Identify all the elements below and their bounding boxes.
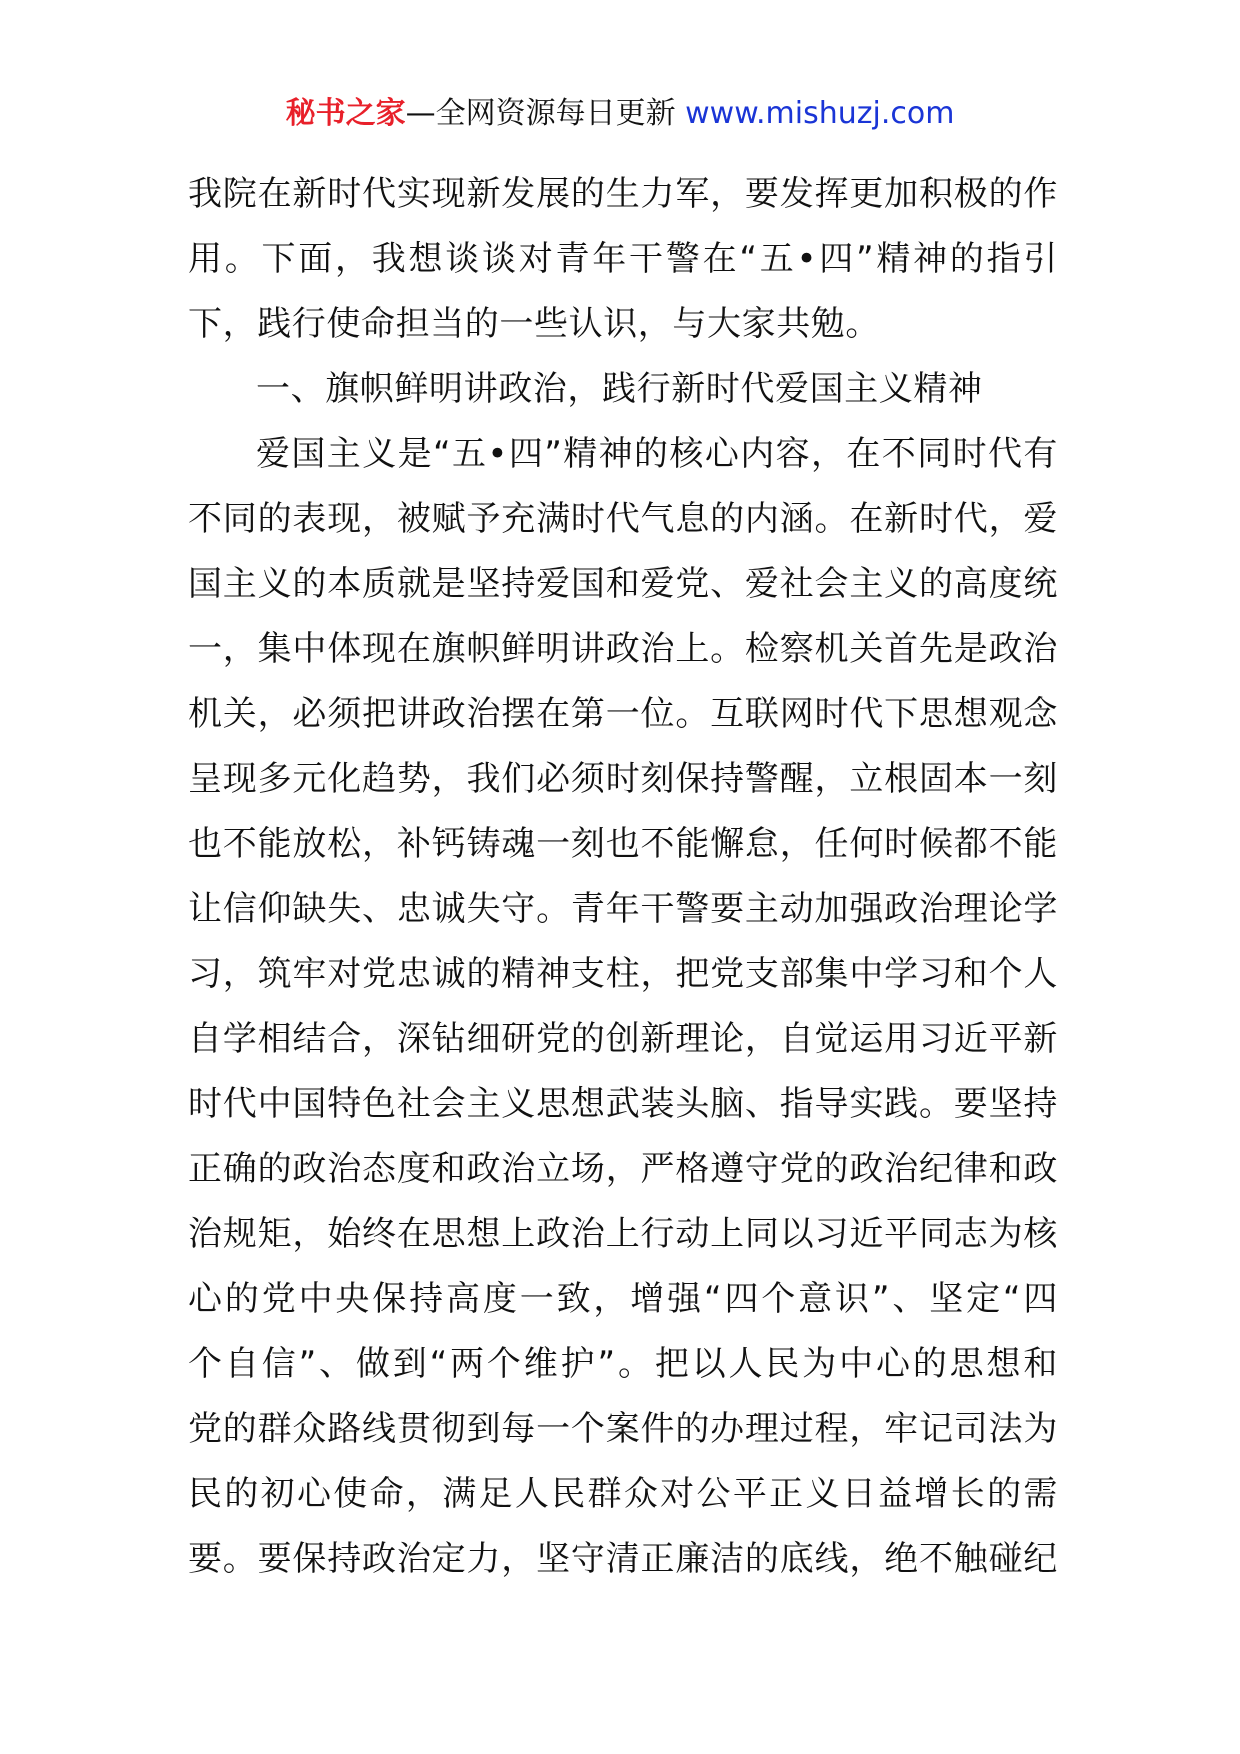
paragraph-line: 下，践行使命担当的一些认识，与大家共勉。 xyxy=(188,304,880,344)
paragraph-line: 用。下面，我想谈谈对青年干警在“五•四”精神的指引 xyxy=(188,239,1058,279)
header-tagline: —全网资源每日更新 xyxy=(405,96,686,131)
paragraph-line: 党的群众路线贯彻到每一个案件的办理过程，牢记司法为 xyxy=(188,1409,1058,1449)
paragraph-line: 一，集中体现在旗帜鲜明讲政治上。检察机关首先是政治 xyxy=(188,629,1058,669)
section-heading: 一、旗帜鲜明讲政治，践行新时代爱国主义精神 xyxy=(256,369,983,409)
site-url-link[interactable]: www.mishuzj.com xyxy=(685,96,955,131)
paragraph-line: 国主义的本质就是坚持爱国和爱党、爱社会主义的高度统 xyxy=(188,564,1058,604)
paragraph-line: 呈现多元化趋势，我们必须时刻保持警醒，立根固本一刻 xyxy=(188,759,1058,799)
paragraph-line: 也不能放松，补钙铸魂一刻也不能懈怠，任何时候都不能 xyxy=(188,824,1058,864)
paragraph-line: 自学相结合，深钻细研党的创新理论，自觉运用习近平新 xyxy=(188,1019,1058,1059)
paragraph-line: 正确的政治态度和政治立场，严格遵守党的政治纪律和政 xyxy=(188,1149,1058,1189)
paragraph-line: 让信仰缺失、忠诚失守。青年干警要主动加强政治理论学 xyxy=(188,889,1058,929)
paragraph-line: 时代中国特色社会主义思想武装头脑、指导实践。要坚持 xyxy=(188,1084,1058,1124)
site-header xyxy=(0,94,1240,134)
paragraph-line: 机关，必须把讲政治摆在第一位。互联网时代下思想观念 xyxy=(188,694,1058,734)
paragraph-line: 治规矩，始终在思想上政治上行动上同以习近平同志为核 xyxy=(188,1214,1058,1254)
paragraph-line: 个自信”、做到“两个维护”。把以人民为中心的思想和 xyxy=(188,1344,1058,1384)
paragraph-line: 民的初心使命，满足人民群众对公平正义日益增长的需 xyxy=(188,1474,1058,1514)
paragraph-line: 要。要保持政治定力，坚守清正廉洁的底线，绝不触碰纪 xyxy=(188,1539,1058,1579)
paragraph-line: 我院在新时代实现新发展的生力军，要发挥更加积极的作 xyxy=(188,174,1058,214)
paragraph-line: 不同的表现，被赋予充满时代气息的内涵。在新时代，爱 xyxy=(188,499,1058,539)
paragraph-line: 心的党中央保持高度一致，增强“四个意识”、坚定“四 xyxy=(188,1279,1058,1319)
brand-name: 秘书之家 xyxy=(285,96,406,131)
paragraph-line: 爱国主义是“五•四”精神的核心内容，在不同时代有 xyxy=(256,434,1058,474)
paragraph-line: 习，筑牢对党忠诚的精神支柱，把党支部集中学习和个人 xyxy=(188,954,1058,994)
document-body xyxy=(188,162,1058,1592)
